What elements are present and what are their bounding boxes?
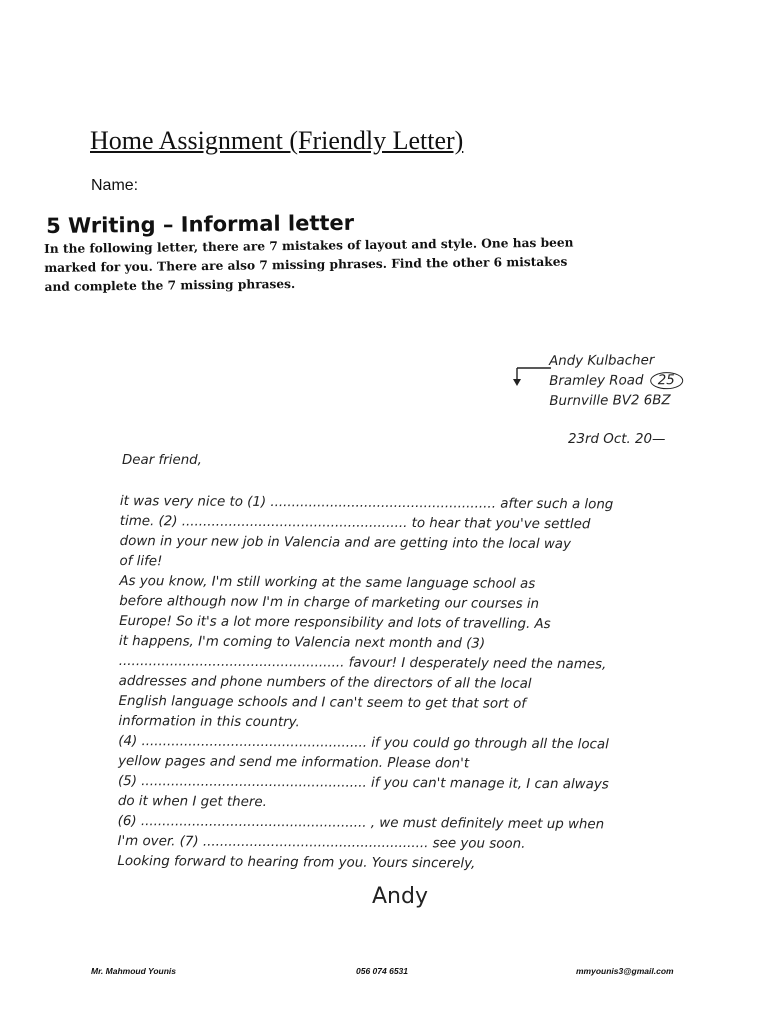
letter-body-line: I'm over. (7) ..................................................... see you soon. xyxy=(117,833,526,852)
letter-body-line: information in this country. xyxy=(118,713,300,731)
letter-body xyxy=(117,492,710,876)
sender-street: Bramley Road xyxy=(549,373,644,389)
letter-body-line: time. (2) ..................................................... to hear that you've settled xyxy=(119,513,591,533)
letter-body-line: addresses and phone numbers of the directors of all the local xyxy=(118,673,532,692)
letter-body-line: (6) ..................................................... , we must definitely meet up when xyxy=(117,813,605,833)
letter-body-line: (4) ..................................................... if you could go through all the local xyxy=(118,733,609,753)
letter-body-line: yellow pages and send me information. Please don't xyxy=(118,753,470,772)
letter-body-line: Looking forward to hearing from you. Yours sincerely, xyxy=(117,853,476,872)
footer-phone: 056 074 6531 xyxy=(356,966,408,976)
house-number-circled: 25 xyxy=(650,372,683,389)
arrow-down-icon xyxy=(513,366,553,388)
sender-name: Andy Kulbacher xyxy=(549,353,655,369)
letter-body-line: of life! xyxy=(119,553,163,570)
letter-body-line: ..................................................... favour! I desperately need the names, xyxy=(118,653,607,673)
letter-body-line: English language schools and I can't seem to get that sort of xyxy=(118,693,527,712)
letter-body-line: Europe! So it's a lot more responsibility and lots of travelling. As xyxy=(119,613,551,633)
letter-signature: Andy xyxy=(372,884,428,909)
sender-street-line xyxy=(549,371,729,392)
sender-town: Burnville BV2 6BZ xyxy=(549,393,671,409)
exercise-instructions: In the following letter, there are 7 mistakes of layout and style. One has been marked for you. There are also 7 missing phrases. Find the other 6 mistakes and complete the 7 missing phrases. xyxy=(44,235,574,294)
footer-author: Mr. Mahmoud Younis xyxy=(91,966,177,976)
letter-body-line: it was very nice to (1) ..................................................... after such a long xyxy=(119,493,614,513)
letter-body-line: before although now I'm in charge of marketing our courses in xyxy=(119,593,540,612)
letter-salutation: Dear friend, xyxy=(122,453,202,468)
letter-body-line: (5) ..................................................... if you can't manage it, I can always xyxy=(117,773,609,793)
sender-address xyxy=(549,351,729,412)
letter-body-line: As you know, I'm still working at the same language school as xyxy=(119,573,536,592)
letter-body-line: it happens, I'm coming to Valencia next month and (3) xyxy=(118,633,486,652)
name-label: Name: xyxy=(91,177,139,194)
letter-date: 23rd Oct. 20— xyxy=(568,432,666,447)
letter-body-line: down in your new job in Valencia and are getting into the local way xyxy=(119,533,572,553)
footer-email: mmyounis3@gmail.com xyxy=(576,966,674,976)
letter-body-line: do it when I get there. xyxy=(117,793,267,811)
exercise-heading: 5 Writing – Informal letter xyxy=(46,210,355,238)
page-title: Home Assignment (Friendly Letter) xyxy=(90,126,464,155)
